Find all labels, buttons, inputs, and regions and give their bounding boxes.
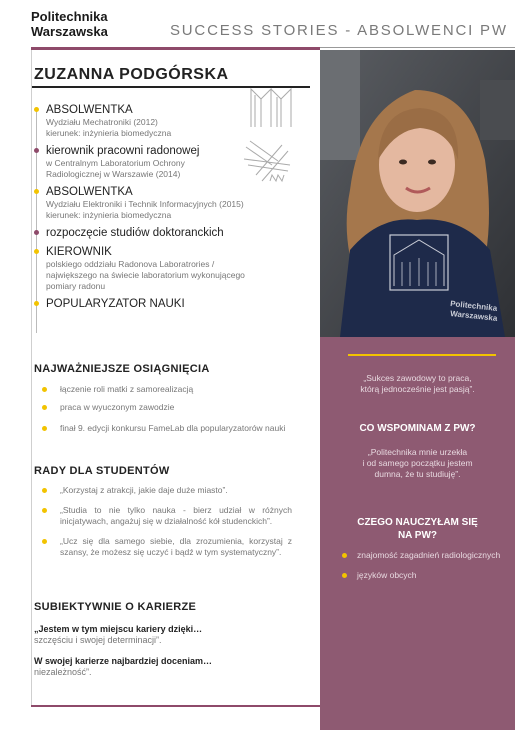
- person-name: ZUZANNA PODGÓRSKA: [34, 66, 229, 83]
- learned-list: [342, 550, 502, 590]
- achievements-list: [42, 384, 292, 441]
- list-item: [42, 485, 292, 496]
- career-quote-2: [34, 656, 304, 678]
- timeline-title: ABSOLWENTKA: [46, 186, 133, 198]
- timeline-dot: [34, 148, 39, 153]
- logo-line1: Politechnika: [31, 9, 108, 24]
- list-item-text: języków obcych: [357, 570, 417, 580]
- list-item-text: „Studia to nie tylko nauka - bierz udział w różnych inicjatywach, angażuj się w działalność kół studenckich”.: [60, 505, 292, 526]
- memory-quote: „Politechnika mnie urzekła i od samego początku jestem dumna, że tu studiuję”.: [362, 447, 473, 479]
- sweatshirt-text-2: Warszawska: [449, 309, 498, 323]
- header-divider-gray: [320, 47, 515, 48]
- right-sidebar: [320, 50, 515, 730]
- quote-answer: niezależność”.: [34, 667, 92, 677]
- list-item-text: „Ucz się dla samego siebie, dla zrozumienia, korzystaj z szansy, że możesz się uczyć i bądź w tym systematyczny”.: [60, 536, 292, 557]
- portrait-illustration: [320, 50, 515, 337]
- quote-divider: [348, 354, 496, 356]
- achievements-heading: NAJWAŻNIEJSZE OSIĄGNIĘCIA: [34, 363, 210, 375]
- advice-heading: RADY DLA STUDENTÓW: [34, 465, 170, 477]
- header: [0, 0, 515, 50]
- list-item: [42, 505, 292, 527]
- advice-list: [42, 485, 292, 565]
- timeline-item: [34, 185, 294, 221]
- timeline-title: KIEROWNIK: [46, 246, 112, 258]
- list-item-text: „Korzystaj z atrakcji, jakie daje duże miasto”.: [60, 485, 228, 495]
- bullet-dot: [42, 426, 47, 431]
- career-timeline: [34, 103, 294, 316]
- timeline-title: kierownik pracowni radonowej: [46, 145, 200, 157]
- bullet-dot: [42, 508, 47, 513]
- career-quote-1: [34, 624, 304, 646]
- success-quote: „Sukces zawodowy to praca, którą jednocześnie jest pasją”.: [360, 373, 475, 394]
- career-heading: SUBIEKTYWNIE O KARIERZE: [34, 601, 197, 613]
- pw-logo: [31, 9, 108, 39]
- bullet-dot: [342, 573, 347, 578]
- bullet-dot: [42, 405, 47, 410]
- list-item: [42, 384, 292, 395]
- bullet-dot: [42, 539, 47, 544]
- quote-lead: W swojej karierze najbardziej doceniam…: [34, 656, 213, 666]
- timeline-item: [34, 245, 294, 292]
- portrait-photo: [320, 50, 515, 337]
- timeline-desc: Wydziału Elektroniki i Technik Informacyjnych (2015) kierunek: inżynieria biomedyczna: [46, 199, 244, 220]
- timeline-title: rozpoczęcie studiów doktoranckich: [46, 227, 224, 239]
- timeline-item: [34, 226, 294, 240]
- list-item-text: finał 9. edycji konkursu FameLab dla popularyzatorów nauki: [60, 423, 286, 433]
- timeline-desc: polskiego oddziału Radonova Laboratrories / największego na świecie laboratorium wykonującego pomiary radonu: [46, 259, 245, 291]
- bullet-dot: [42, 387, 47, 392]
- list-item-text: znajomość zagadnień radiologicznych: [357, 550, 501, 560]
- timeline-item: [34, 297, 294, 311]
- logo-line2: Warszawska: [31, 24, 108, 39]
- bullet-dot: [342, 553, 347, 558]
- list-item: [42, 423, 292, 434]
- timeline-dot: [34, 230, 39, 235]
- timeline-desc: w Centralnym Laboratorium Ochrony Radiologicznej w Warszawie (2014): [46, 158, 185, 179]
- timeline-title: POPULARYZATOR NAUKI: [46, 298, 185, 310]
- timeline-desc: Wydziału Mechatroniki (2012) kierunek: inżynieria biomedyczna: [46, 117, 172, 138]
- footer-divider: [31, 705, 320, 707]
- list-item-text: praca w wyuczonym zawodzie: [60, 402, 175, 412]
- list-item: [42, 402, 292, 413]
- timeline-dot: [34, 249, 39, 254]
- bullet-dot: [42, 488, 47, 493]
- timeline-title: ABSOLWENTKA: [46, 104, 133, 116]
- quote-lead: „Jestem w tym miejscu kariery dzięki…: [34, 624, 203, 634]
- memory-heading: CO WSPOMINAM Z PW?: [359, 423, 476, 434]
- learned-heading: CZEGO NAUCZYŁAM SIĘ NA PW?: [357, 517, 478, 541]
- list-item: [342, 550, 502, 561]
- list-item: [342, 570, 502, 581]
- list-item: [42, 536, 292, 558]
- timeline-dot: [34, 107, 39, 112]
- quote-answer: szczęściu i swojej determinacji”.: [34, 635, 162, 645]
- timeline-dot: [34, 189, 39, 194]
- list-item-text: łączenie roli matki z samorealizacją: [60, 384, 194, 394]
- sweatshirt-text-1: Politechnika: [449, 299, 498, 313]
- timeline-item: [34, 103, 294, 139]
- page-title: SUCCESS STORIES - ABSOLWENCI PW: [170, 22, 508, 39]
- timeline-dot: [34, 301, 39, 306]
- timeline-item: [34, 144, 294, 180]
- left-column: [31, 50, 320, 705]
